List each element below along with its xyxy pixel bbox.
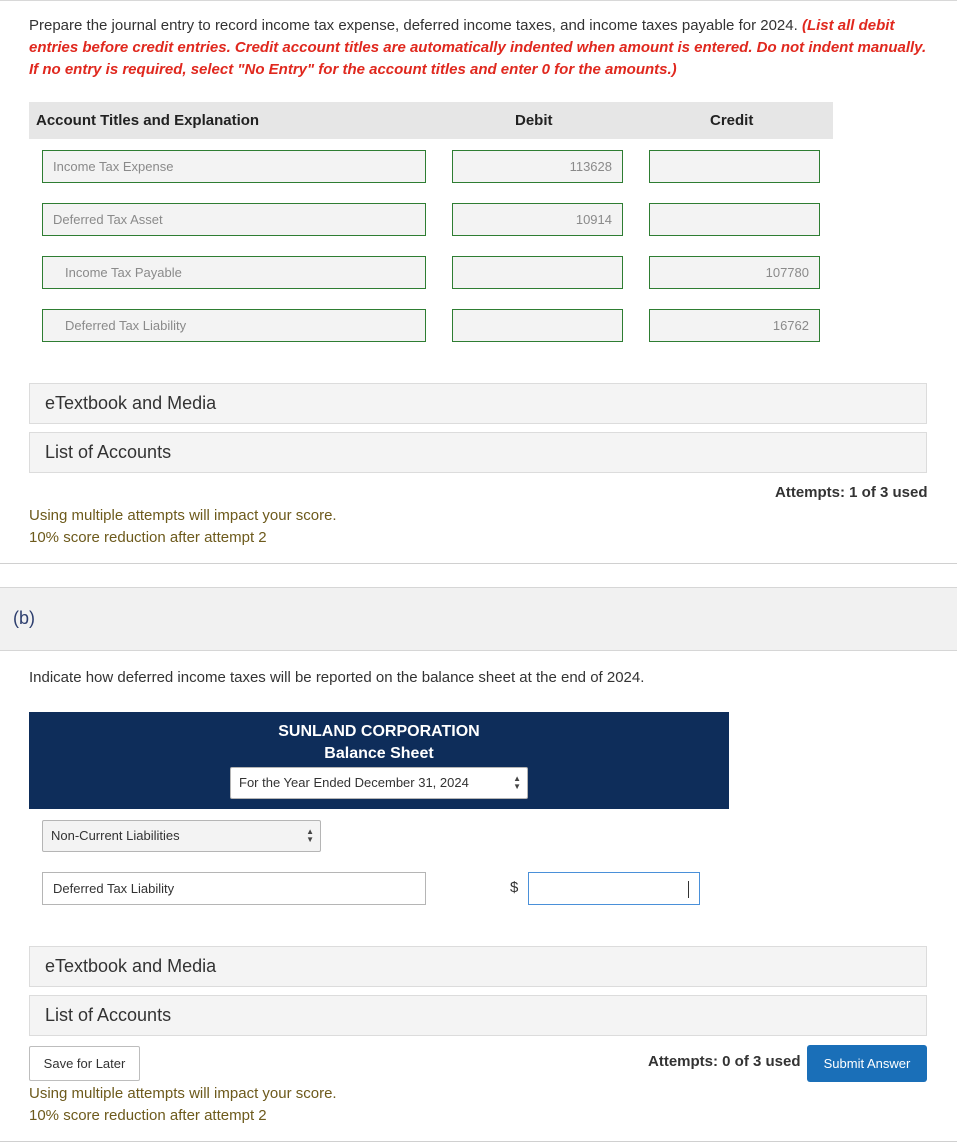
credit-column-header: Credit [710,112,754,129]
instructions-lead: Prepare the journal entry to record income tax expense, deferred income taxes, and income taxes payable for 2024. [29,17,802,34]
line-item-field[interactable]: Deferred Tax Liability [42,872,426,905]
bottom-divider [0,1141,957,1142]
section-select-value: Non-Current Liabilities [51,828,180,843]
instructions [29,15,934,81]
debit-field-1[interactable]: 113628 [452,150,623,183]
section-select[interactable] [42,820,321,852]
section-divider [0,563,957,564]
credit-field-4[interactable]: 16762 [649,309,820,342]
part-b-label: (b) [13,608,35,628]
credit-field-3[interactable]: 107780 [649,256,820,289]
etextbook-panel-a[interactable]: eTextbook and Media [29,383,927,424]
list-of-accounts-panel-b[interactable]: List of Accounts [29,995,927,1036]
account-field-3[interactable]: Income Tax Payable [42,256,426,289]
period-select[interactable] [230,767,528,799]
attempts-warning-b [29,1083,337,1127]
journal-table-header [29,102,833,139]
period-select-value: For the Year Ended December 31, 2024 [239,775,469,790]
warning-line-2: 10% score reduction after attempt 2 [29,529,267,546]
part-b-band [0,587,957,651]
credit-field-1[interactable] [649,150,820,183]
attempts-warning-a [29,505,337,549]
select-arrows-icon: ▲ ▼ [306,827,314,844]
debit-field-4[interactable] [452,309,623,342]
instructions-emphasis: (List all debit entries before credit entries. Credit account titles are automatically indented when amount is entered. Do not indent manually. If no entry is required, select "No Entry" for the account titles and enter 0 for the amounts.) [29,17,927,78]
credit-field-2[interactable] [649,203,820,236]
etextbook-panel-b[interactable]: eTextbook and Media [29,946,927,987]
part-b-question: Indicate how deferred income taxes will be reported on the balance sheet at the end of 2024. [29,669,645,686]
top-divider [0,0,957,1]
list-of-accounts-panel-a[interactable]: List of Accounts [29,432,927,473]
company-name: SUNLAND CORPORATION [278,723,480,740]
select-arrows-icon: ▲ ▼ [513,774,521,791]
account-field-2[interactable]: Deferred Tax Asset [42,203,426,236]
save-for-later-button[interactable]: Save for Later [29,1046,140,1081]
warning-line-2: 10% score reduction after attempt 2 [29,1107,267,1124]
debit-field-2[interactable]: 10914 [452,203,623,236]
account-field-4[interactable]: Deferred Tax Liability [42,309,426,342]
currency-symbol: $ [510,879,519,896]
attempts-counter-b: Attempts: 0 of 3 used [648,1053,801,1070]
text-cursor-icon [688,881,689,898]
warning-line-1: Using multiple attempts will impact your score. [29,507,337,524]
statement-title: Balance Sheet [324,745,434,762]
amount-input[interactable] [528,872,700,905]
account-column-header: Account Titles and Explanation [36,112,260,129]
submit-answer-button[interactable]: Submit Answer [807,1045,927,1082]
attempts-counter-a: Attempts: 1 of 3 used [775,484,928,501]
debit-field-3[interactable] [452,256,623,289]
debit-column-header: Debit [515,112,553,129]
account-field-1[interactable]: Income Tax Expense [42,150,426,183]
warning-line-1: Using multiple attempts will impact your score. [29,1085,337,1102]
